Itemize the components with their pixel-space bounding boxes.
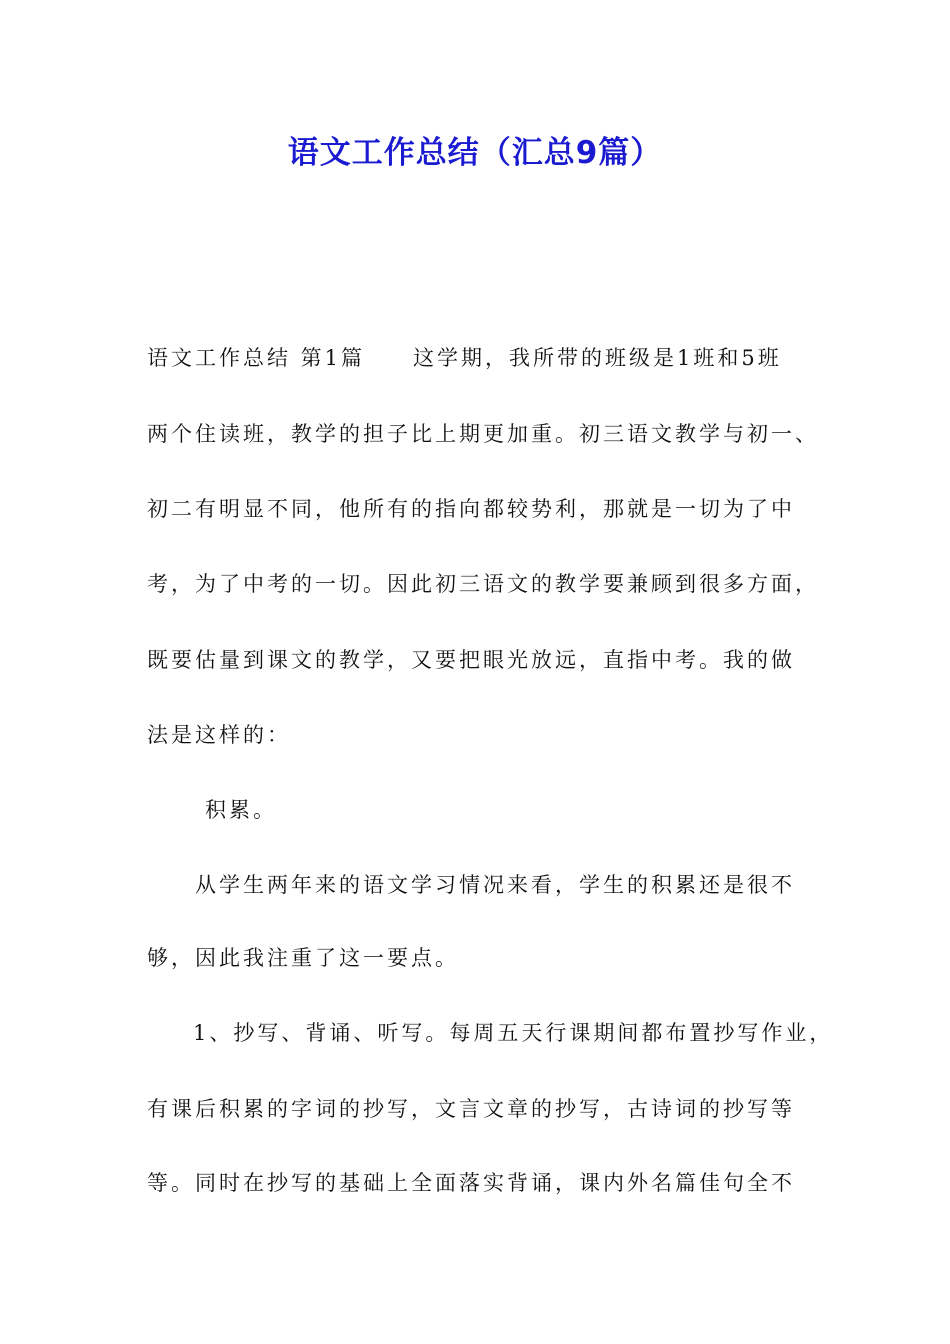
paragraph-line-8: 够，因此我注重了这一要点。 [147, 946, 459, 970]
document-title: 语文工作总结（汇总9篇） [287, 135, 663, 171]
paragraph-line-5: 既要估量到课文的教学，又要把眼光放远，直指中考。我的做 [147, 648, 795, 672]
paragraph-line-6: 法是这样的： [147, 723, 291, 747]
section-heading: 语文工作总结 第1篇 [147, 346, 366, 370]
paragraph-line-11: 等。同时在抄写的基础上全面落实背诵，课内外名篇佳句全不 [147, 1171, 795, 1195]
subheading-accumulation: 积累。 [205, 798, 277, 822]
paragraph-text: 这学期，我所带的班级是1班和5班 [413, 346, 782, 370]
paragraph-line-3: 初二有明显不同，他所有的指向都较势利，那就是一切为了中 [147, 497, 795, 521]
paragraph-line-9: 1、抄写、背诵、听写。每周五天行课期间都布置抄写作业， [193, 1021, 834, 1045]
paragraph-line-10: 有课后积累的字词的抄写，文言文章的抄写，古诗词的抄写等 [147, 1097, 795, 1121]
paragraph-line-7: 从学生两年来的语文学习情况来看，学生的积累还是很不 [195, 873, 795, 897]
paragraph-line-2: 两个住读班，教学的担子比上期更加重。初三语文教学与初一、 [147, 422, 819, 446]
paragraph-line-1 [147, 343, 782, 373]
paragraph-line-4: 考，为了中考的一切。因此初三语文的教学要兼顾到很多方面， [147, 572, 819, 596]
